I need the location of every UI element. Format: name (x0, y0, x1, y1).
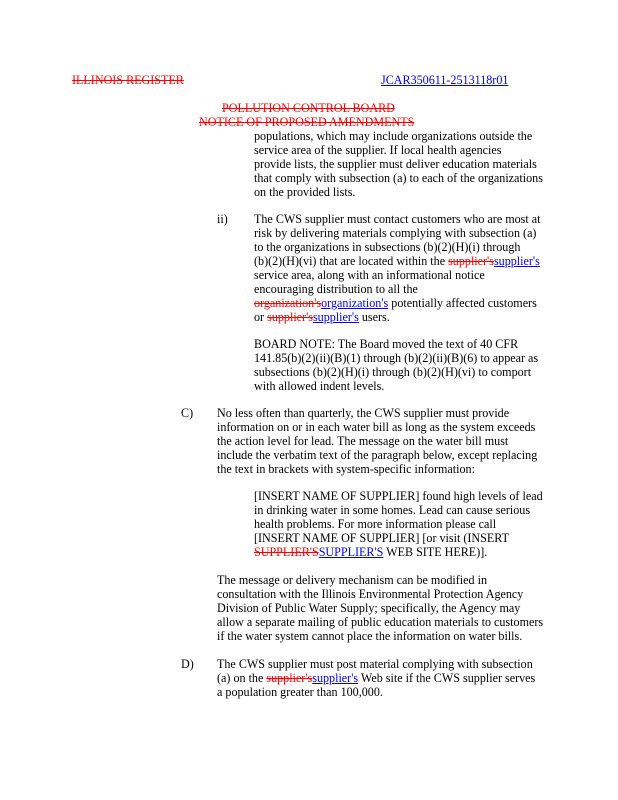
board-note-line: with allowed indent levels. (254, 379, 385, 393)
text-line: provide lists, the supplier must deliver education materials (254, 157, 537, 171)
quote-line: in drinking water in some homes. Lead can cause serious (254, 503, 531, 517)
text-line: service area, along with an informational notice (254, 268, 485, 282)
board-note-line: BOARD NOTE: The Board moved the text of 40 CFR (254, 337, 519, 351)
text-line: a population greater than 100,000. (217, 685, 383, 699)
text-line: information on or in each water bill as long as the system exceeds (217, 420, 536, 434)
board-note-line: 141.85(b)(2)(ii)(B)(1) through (b)(2)(ii)(B)(6) to appear as (254, 351, 539, 365)
quote-line: health problems. For more information please call (254, 517, 497, 531)
text-line: populations, which may include organizations outside the (254, 129, 533, 143)
inserted-text: SUPPLIER'S (318, 545, 384, 559)
text-line: the text in brackets with system-specific information: (217, 462, 475, 476)
text-line: service area of the supplier. If local health agencies (254, 143, 502, 157)
text-line: Division of Public Water Supply; specifically, the Agency may (217, 601, 521, 615)
quote-line: [INSERT NAME OF SUPPLIER] found high levels of lead (254, 489, 543, 503)
text-line: consultation with the Illinois Environmental Protection Agency (217, 587, 524, 601)
deleted-text: supplier's (266, 671, 313, 685)
text-line: encouraging distribution to all the (254, 282, 418, 296)
text-line: that comply with subsection (a) to each of the organizations (254, 171, 543, 185)
text-line: the action level for lead. The message on the water bill must (217, 434, 509, 448)
notice-title: NOTICE OF PROPOSED AMENDMENTS (199, 115, 415, 129)
board-note-line: subsections (b)(2)(H)(i) through (b)(2)(H)(vi) to comport (254, 365, 532, 379)
text-line: No less often than quarterly, the CWS supplier must provide (217, 406, 510, 420)
deleted-text: organization's (254, 296, 322, 310)
register-header: ILLINOIS REGISTER (72, 73, 184, 87)
inserted-text: organization's (321, 296, 389, 310)
inserted-text: supplier's (312, 671, 359, 685)
board-title: POLLUTION CONTROL BOARD (222, 101, 395, 115)
text-line: The CWS supplier must contact customers who are most at (254, 212, 541, 226)
text-line: (a) on the supplier'ssupplier's Web site if the CWS supplier serves (217, 671, 536, 685)
item-ii-label: ii) (217, 212, 228, 226)
text-line: organization'sorganization's potentially affected customers (254, 296, 537, 310)
quote-line: [INSERT NAME OF SUPPLIER] [or visit (INSERT (254, 531, 509, 545)
item-d-label: D) (181, 657, 194, 671)
deleted-text: supplier's (267, 310, 313, 324)
text-line: allow a separate mailing of public education materials to customers (217, 615, 544, 629)
inserted-text: supplier's (312, 310, 359, 324)
item-c-label: C) (181, 406, 194, 420)
deleted-text: SUPPLIER'S (254, 545, 319, 559)
text-line: (b)(2)(H)(vi) that are located within the supplier'ssupplier's (254, 254, 540, 268)
text-line: if the water system cannot place the information on water bills. (217, 629, 523, 643)
inserted-text: supplier's (493, 254, 540, 268)
text-line: to the organizations in subsections (b)(2)(H)(i) through (254, 240, 521, 254)
text-line: or supplier'ssupplier's users. (254, 310, 390, 324)
deleted-text: supplier's (448, 254, 494, 268)
text-line: include the verbatim text of the paragraph below, except replacing (217, 448, 538, 462)
text-line: risk by delivering materials complying with subsection (a) (254, 226, 537, 240)
text-line: The message or delivery mechanism can be modified in (217, 573, 488, 587)
text-line: on the provided lists. (254, 185, 356, 199)
quote-line: SUPPLIER'SSUPPLIER'S WEB SITE HERE)]. (254, 545, 488, 559)
text-line: The CWS supplier must post material complying with subsection (217, 657, 533, 671)
jcar-number: JCAR350611-2513118r01 (381, 73, 509, 87)
